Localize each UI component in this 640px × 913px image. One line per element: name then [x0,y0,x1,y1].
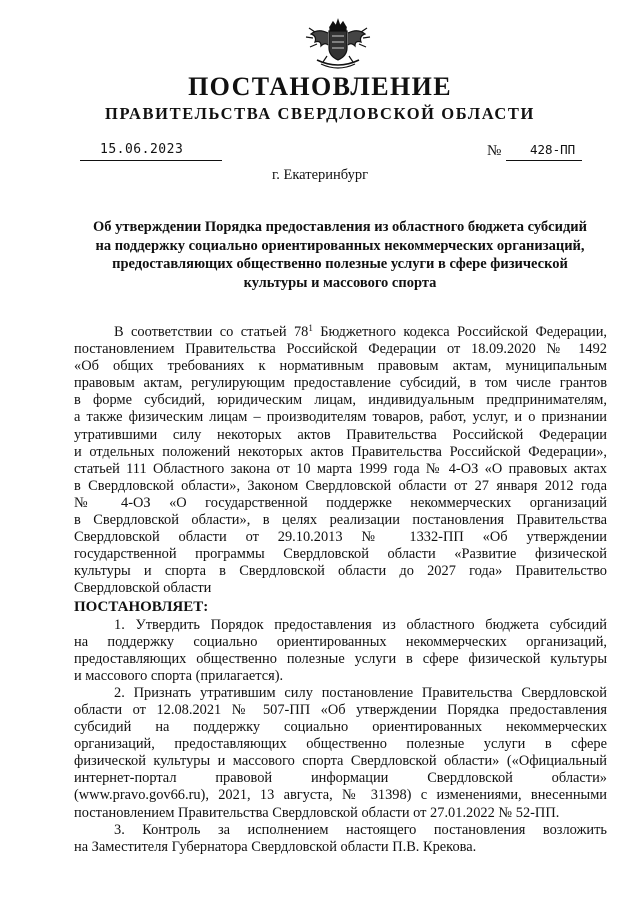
preamble-line: в Свердловской области», в целях реализации постановления Правительства [74,512,607,529]
preamble-line: в форме субсидий, юридическим лицам, индивидуальным предпринимателям, [74,392,607,409]
decree-heading: ПОСТАНОВЛЯЕТ: [74,598,209,615]
number-field [506,140,582,161]
preamble-line: постановлением Правительства Российской Федерации от 18.09.2020 № 1492 [74,341,607,358]
city-line: г. Екатеринбург [271,167,369,183]
preamble-line: а также физическим лицам – производителям товаров, работ, услуг, и о признании [74,409,607,426]
item-2-line: (www.pravo.gov66.ru), 2021, 13 августа, № 31398) с изменениями, внесенными [74,787,607,804]
item-2-line: субсидий на поддержку социально ориентированных некоммерческих [74,719,607,736]
document-body [74,324,607,856]
title-line: предоставляющих общественно полезные услуги в сфере физической [112,256,568,272]
item-1-line: на поддержку социально ориентированных некоммерческих организаций, [74,633,607,650]
item-1-line: предоставляющих общественно полезные услуги в сфере физической культуры [74,650,607,667]
preamble-line: Свердловской области от 29.10.2013 № 1332-ПП «Об утверждении [74,529,607,546]
item-2-line: организаций, предоставляющих общественно полезные услуги в сфере [74,736,607,753]
item-2-line: физической культуры и массового спорта Свердловской области» («Официальный [74,753,607,770]
preamble-first-line [74,324,607,341]
title-line: культуры и массового спорта [243,274,437,291]
preamble-line: статьей 111 Областного закона от 10 марта 1999 года № 4-ОЗ «О правовых актах [74,460,607,477]
document-title [80,218,600,292]
item-3-line: на Заместителя Губернатора Свердловской области П.В. Крекова. [74,838,477,855]
title-line: Об утверждении Порядка предоставления из областного бюджета субсидий [93,219,587,235]
preamble-line: «Об общих требованиях к нормативным правовым актам, муниципальным [74,358,607,375]
item-1-line: и массового спорта (прилагается). [74,667,284,684]
preamble-line: культуры и спорта в Свердловской области до 2027 года» Правительство [74,563,607,580]
preamble-line: правовым актам, регулирующим предоставление субсидий, в том числе грантов [74,375,607,392]
item-3-line: 3. Контроль за исполнением настоящего постановления возложить [114,821,607,838]
document-date: 15.06.2023 [100,142,184,157]
title-line: на поддержку социально ориентированных некоммерческих организаций, [95,237,585,254]
item-2-line: области от 12.08.2021 № 507-ПП «Об утверждении Порядка предоставления [74,701,607,718]
item-1-line: 1. Утвердить Порядок предоставления из областного бюджета субсидий [114,616,607,633]
document-number: 428-ПП [530,142,576,157]
item-2-line: 2. Признать утратившим силу постановление Правительства Свердловской [114,684,607,701]
number-sign: № [487,143,502,159]
date-field [80,140,222,161]
preamble-line: и отдельных положений некоторых актов Правительства Российской Федерации», [74,443,607,460]
preamble-line: в Свердловской области», Законом Свердловской области от 27 января 2012 года [74,477,607,494]
preamble-text: В соответствии со статьей 78 [114,324,309,340]
issuing-authority: ПРАВИТЕЛЬСТВА СВЕРДЛОВСКОЙ ОБЛАСТИ [105,104,535,123]
item-2-line: интернет-портал правовой информации Свердловской области» [74,770,607,787]
coat-of-arms-emblem [303,18,373,72]
preamble-line: утратившими силу некоторых актов Правительства Российской Федерации [74,426,607,443]
preamble-line: № 4-ОЗ «О государственной поддержке некоммерческих организаций [74,494,607,511]
document-type-heading: ПОСТАНОВЛЕНИЕ [188,72,452,101]
item-2-line: постановлением Правительства Свердловской области от 27.01.2022 № 52-ПП. [74,804,560,821]
preamble-line: Свердловской области [74,580,212,597]
preamble-line: государственной программы Свердловской области «Развитие физической [74,546,607,563]
article-superscript: 1 [308,323,313,333]
preamble-text: Бюджетного кодекса Российской Федерации, [312,324,607,340]
